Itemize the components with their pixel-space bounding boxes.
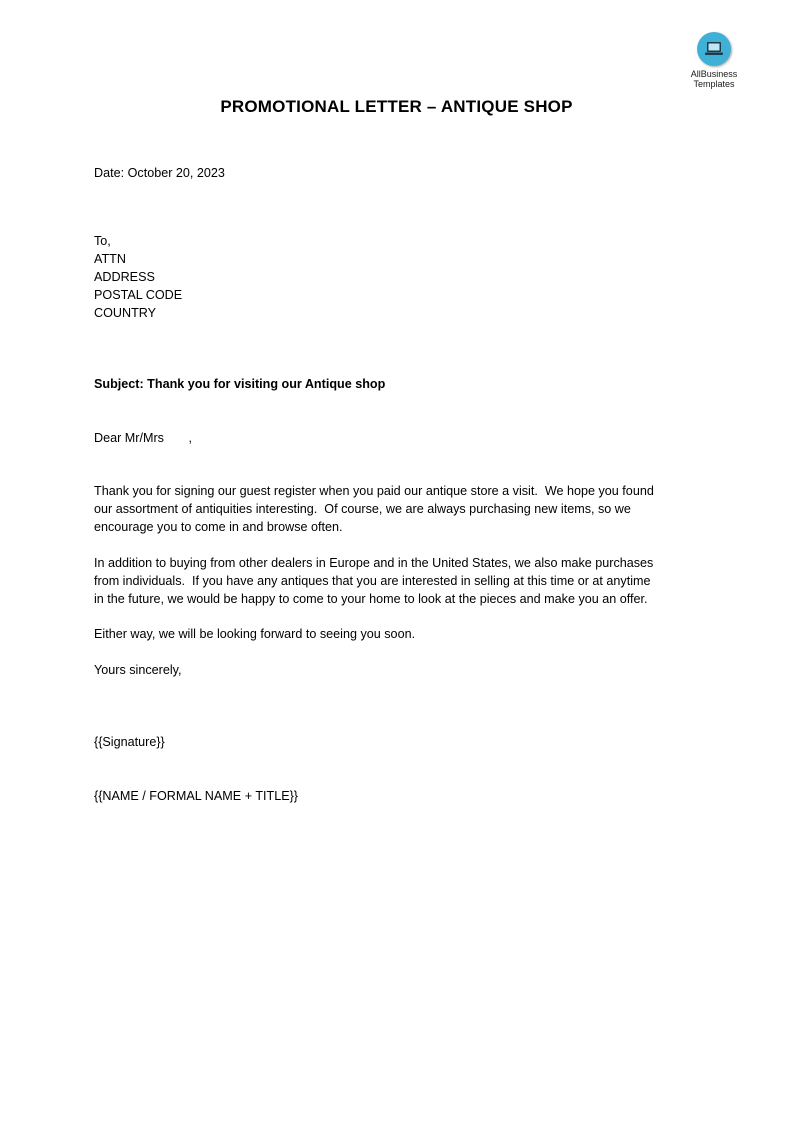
body-paragraph-3 — [94, 625, 694, 643]
paragraph-line: Thank you for signing our guest register when you paid our antique store a visit. We hope you found — [94, 484, 654, 498]
signature-placeholder — [94, 733, 694, 751]
letter-date — [94, 164, 694, 182]
paragraph-line: from individuals. If you have any antiques that you are interested in selling at this time or at anytime — [94, 574, 651, 588]
salutation — [94, 429, 694, 447]
body-paragraph-1 — [94, 482, 694, 536]
logo-line-1: AllBusiness — [690, 69, 738, 79]
paragraph-line: encourage you to come in and browse often. — [94, 520, 343, 534]
logo-line-2: Templates — [693, 79, 735, 89]
recipient-line: To, — [94, 234, 111, 248]
paragraph-line: in the future, we would be happy to come to your home to look at the pieces and make you an offer. — [94, 592, 648, 606]
subject-text: Subject: Thank you for visiting our Antique shop — [94, 377, 386, 391]
closing — [94, 661, 694, 679]
closing-text: Yours sincerely, — [94, 663, 182, 677]
recipient-line: ATTN — [94, 252, 126, 266]
letter-title: PROMOTIONAL LETTER – ANTIQUE SHOP — [220, 97, 573, 116]
subject-line — [94, 375, 694, 393]
laptop-icon — [704, 41, 724, 57]
paragraph-line: In addition to buying from other dealers in Europe and in the United States, we also make purchases — [94, 556, 654, 570]
signature-text: {{Signature}} — [94, 735, 165, 749]
recipient-address — [94, 232, 694, 322]
body-paragraph-2 — [94, 554, 694, 608]
name-title-text: {{NAME / FORMAL NAME + TITLE}} — [94, 789, 299, 803]
recipient-line: POSTAL CODE — [94, 288, 183, 302]
paragraph-line: Either way, we will be looking forward to seeing you soon. — [94, 627, 416, 641]
paragraph-line: our assortment of antiquities interesting. Of course, we are always purchasing new items, so we — [94, 502, 631, 516]
logo-text — [682, 69, 746, 89]
name-title-placeholder — [94, 787, 694, 805]
recipient-line: ADDRESS — [94, 270, 155, 284]
logo-badge — [697, 32, 731, 66]
company-logo — [682, 32, 746, 89]
recipient-line: COUNTRY — [94, 306, 157, 320]
salutation-text: Dear Mr/Mrs , — [94, 431, 192, 445]
date-text: Date: October 20, 2023 — [94, 166, 225, 180]
